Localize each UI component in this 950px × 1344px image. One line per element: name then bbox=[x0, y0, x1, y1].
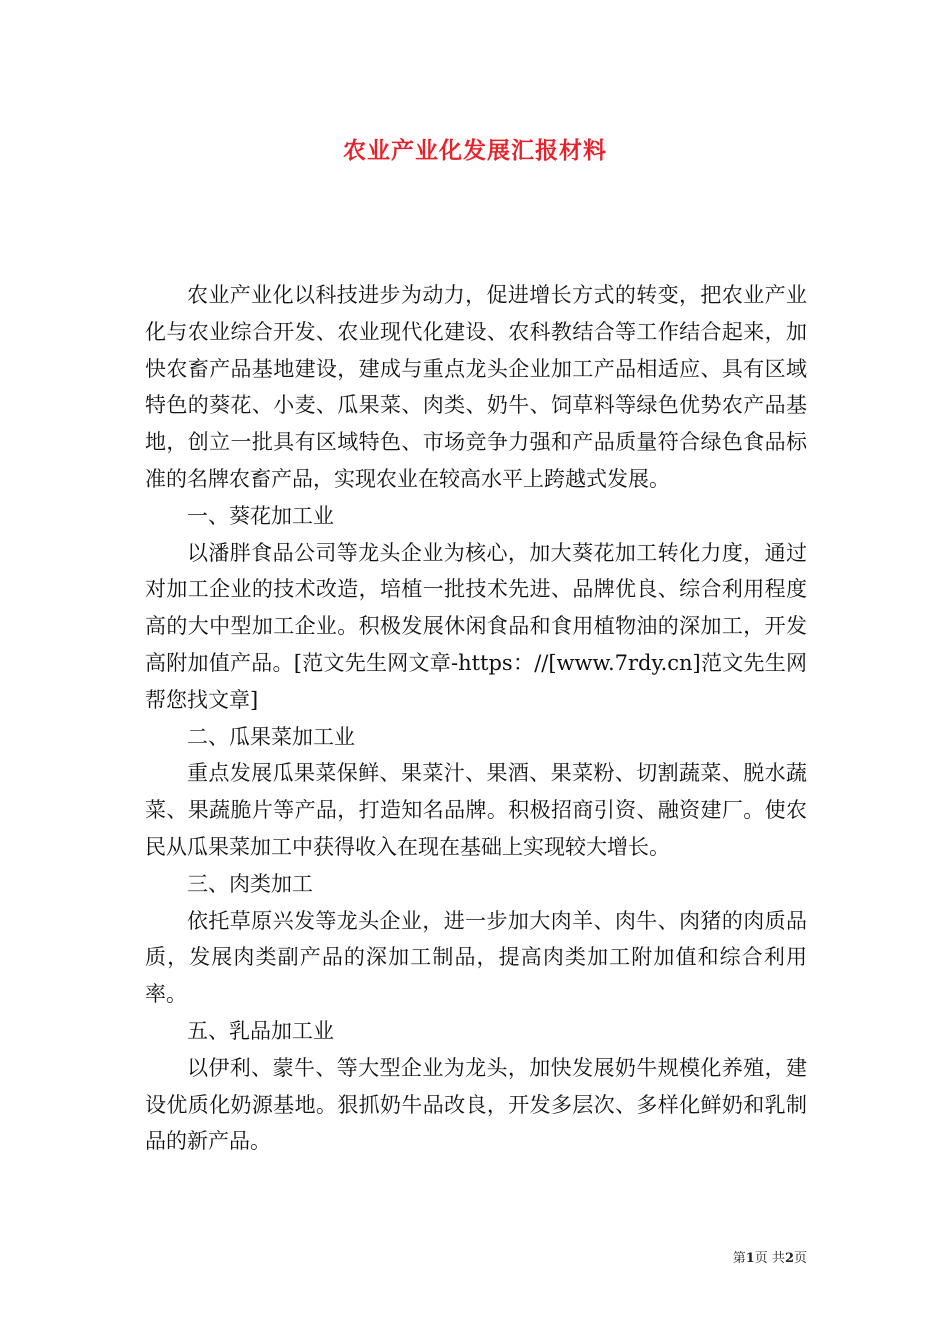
paragraph-dairy: 以伊利、蒙牛、等大型企业为龙头，加快发展奶牛规模化养殖，建设优质化奶源基地。狠抓奶牛品改良，开发多层次、多样化鲜奶和乳制品的新产品。 bbox=[145, 1055, 807, 1154]
paragraph-meat: 依托草原兴发等龙头企业，进一步加大肉羊、肉牛、肉猪的肉质品质，发展肉类副产品的深加工制品，提高肉类加工附加值和综合利用率。 bbox=[145, 908, 807, 1007]
paragraph-intro: 农业产业化以科技进步为动力，促进增长方式的转变，把农业产业化与农业综合开发、农业现代化建设、农科教结合等工作结合起来，加快农畜产品基地建设，建成与重点龙头企业加工产品相适应、具有区域特色的葵花、小麦、瓜果菜、肉类、奶牛、饲草料等绿色优势农产品基地，创立一批具有区域特色、市场竞争力强和产品质量符合绿色食品标准的名牌农畜产品，实现农业在较高水平上跨越式发展。 bbox=[145, 283, 807, 491]
section-heading-meat: 三、肉类加工 bbox=[187, 871, 313, 896]
document-title: 农业产业化发展汇报材料 bbox=[343, 138, 607, 164]
section-heading-fruit-vegetable: 二、瓜果菜加工业 bbox=[187, 724, 355, 749]
paragraph-sunflower: 以潘胖食品公司等龙头企业为核心，加大葵花加工转化力度，通过对加工企业的技术改造，培植一批技术先进、品牌优良、综合利用程度高的大中型加工企业。积极发展休闲食品和食用植物油的深加工，开发高附加值产品。[范文先生网文章-https：//[www.7rdy.cn]范文先生网帮您找文章] bbox=[145, 540, 807, 712]
current-page-number: 1 bbox=[745, 1251, 755, 1266]
document-body bbox=[145, 277, 807, 1160]
footer-middle: 页 共 bbox=[754, 1251, 785, 1266]
section-heading-dairy: 五、乳品加工业 bbox=[187, 1018, 334, 1043]
footer-suffix: 页 bbox=[793, 1251, 807, 1266]
page-number-footer bbox=[0, 1250, 807, 1268]
total-page-number: 2 bbox=[784, 1251, 794, 1266]
section-heading-sunflower: 一、葵花加工业 bbox=[187, 503, 334, 528]
footer-prefix: 第 bbox=[732, 1251, 746, 1266]
paragraph-fruit-vegetable: 重点发展瓜果菜保鲜、果菜汁、果酒、果菜粉、切割蔬菜、脱水蔬菜、果蔬脆片等产品，打造知名品牌。积极招商引资、融资建厂。使农民从瓜果菜加工中获得收入在现在基础上实现较大增长。 bbox=[145, 761, 807, 859]
